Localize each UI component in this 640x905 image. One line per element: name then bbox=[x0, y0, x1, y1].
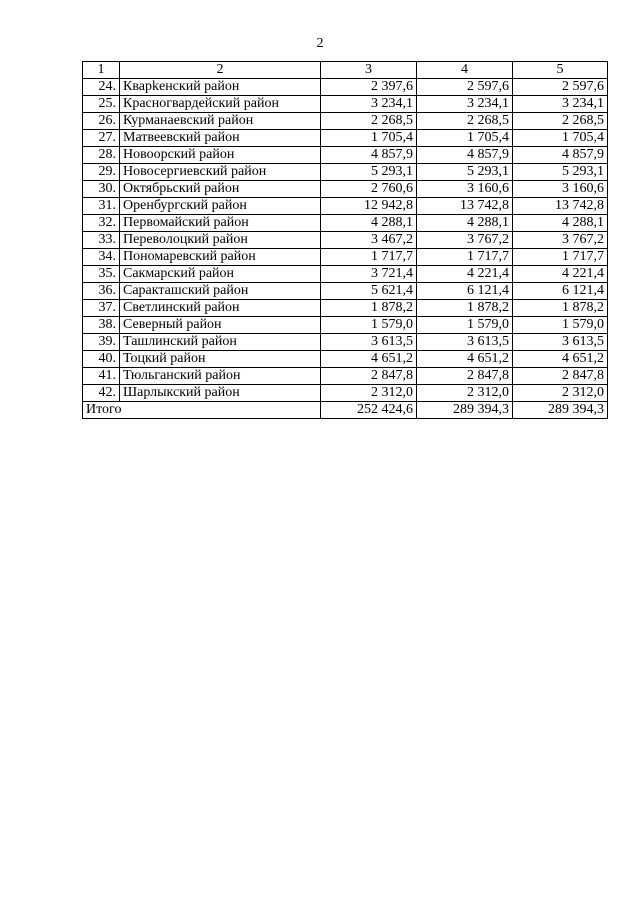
value-col5: 3 234,1 bbox=[513, 96, 608, 113]
row-number: 35. bbox=[83, 266, 120, 283]
value-col4: 4 651,2 bbox=[417, 351, 513, 368]
district-name: Кварkенский район bbox=[120, 79, 321, 96]
value-col4: 1 705,4 bbox=[417, 130, 513, 147]
total-value-col4: 289 394,3 bbox=[417, 402, 513, 419]
value-col5: 1 579,0 bbox=[513, 317, 608, 334]
value-col3: 1 717,7 bbox=[321, 249, 417, 266]
row-number: 37. bbox=[83, 300, 120, 317]
table-row bbox=[83, 368, 608, 385]
table-row bbox=[83, 232, 608, 249]
table-row bbox=[83, 334, 608, 351]
value-col3: 3 721,4 bbox=[321, 266, 417, 283]
value-col3: 2 312,0 bbox=[321, 385, 417, 402]
page-number: 2 bbox=[316, 36, 324, 51]
table-row bbox=[83, 198, 608, 215]
value-col5: 5 293,1 bbox=[513, 164, 608, 181]
district-name: Ташлинский район bbox=[120, 334, 321, 351]
district-name: Новоорский район bbox=[120, 147, 321, 164]
table-row bbox=[83, 385, 608, 402]
value-col4: 1 717,7 bbox=[417, 249, 513, 266]
total-value-col5: 289 394,3 bbox=[513, 402, 608, 419]
district-name: Северный район bbox=[120, 317, 321, 334]
row-number: 32. bbox=[83, 215, 120, 232]
district-name: Октябрьский район bbox=[120, 181, 321, 198]
value-col5: 2 597,6 bbox=[513, 79, 608, 96]
value-col5: 2 847,8 bbox=[513, 368, 608, 385]
value-col3: 4 288,1 bbox=[321, 215, 417, 232]
table-row bbox=[83, 164, 608, 181]
total-label: Итого bbox=[83, 402, 321, 419]
row-number: 27. bbox=[83, 130, 120, 147]
table-row bbox=[83, 317, 608, 334]
value-col3: 3 234,1 bbox=[321, 96, 417, 113]
table-row bbox=[83, 113, 608, 130]
row-number: 42. bbox=[83, 385, 120, 402]
district-name: Светлинский район bbox=[120, 300, 321, 317]
value-col4: 13 742,8 bbox=[417, 198, 513, 215]
value-col5: 1 878,2 bbox=[513, 300, 608, 317]
value-col4: 5 293,1 bbox=[417, 164, 513, 181]
row-number: 28. bbox=[83, 147, 120, 164]
row-number: 30. bbox=[83, 181, 120, 198]
table-row bbox=[83, 96, 608, 113]
value-col5: 4 651,2 bbox=[513, 351, 608, 368]
district-name: Новосергиевский район bbox=[120, 164, 321, 181]
value-col5: 3 613,5 bbox=[513, 334, 608, 351]
value-col3: 2 760,6 bbox=[321, 181, 417, 198]
value-col5: 2 268,5 bbox=[513, 113, 608, 130]
column-header-2: 2 bbox=[120, 62, 321, 79]
district-name: Переволоцкий район bbox=[120, 232, 321, 249]
row-number: 39. bbox=[83, 334, 120, 351]
value-col4: 2 268,5 bbox=[417, 113, 513, 130]
value-col5: 13 742,8 bbox=[513, 198, 608, 215]
value-col3: 12 942,8 bbox=[321, 198, 417, 215]
table-row bbox=[83, 283, 608, 300]
value-col3: 5 621,4 bbox=[321, 283, 417, 300]
column-header-4: 4 bbox=[417, 62, 513, 79]
table-row bbox=[83, 266, 608, 283]
value-col3: 2 268,5 bbox=[321, 113, 417, 130]
value-col5: 4 857,9 bbox=[513, 147, 608, 164]
table-row bbox=[83, 181, 608, 198]
district-name: Первомайский район bbox=[120, 215, 321, 232]
value-col3: 4 857,9 bbox=[321, 147, 417, 164]
value-col4: 3 767,2 bbox=[417, 232, 513, 249]
districts-table bbox=[82, 61, 608, 419]
value-col3: 3 467,2 bbox=[321, 232, 417, 249]
district-name: Сакмарский район bbox=[120, 266, 321, 283]
value-col3: 4 651,2 bbox=[321, 351, 417, 368]
table-body bbox=[83, 79, 608, 402]
value-col4: 4 857,9 bbox=[417, 147, 513, 164]
value-col5: 4 288,1 bbox=[513, 215, 608, 232]
district-name: Тоцкий район bbox=[120, 351, 321, 368]
row-number: 33. bbox=[83, 232, 120, 249]
value-col3: 5 293,1 bbox=[321, 164, 417, 181]
table-row bbox=[83, 130, 608, 147]
value-col3: 2 397,6 bbox=[321, 79, 417, 96]
row-number: 38. bbox=[83, 317, 120, 334]
value-col4: 1 579,0 bbox=[417, 317, 513, 334]
value-col5: 1 705,4 bbox=[513, 130, 608, 147]
district-name: Оренбургский район bbox=[120, 198, 321, 215]
table-row bbox=[83, 249, 608, 266]
table-footer bbox=[83, 402, 608, 419]
district-name: Красногвардейский район bbox=[120, 96, 321, 113]
value-col3: 1 878,2 bbox=[321, 300, 417, 317]
district-name: Курманаевский район bbox=[120, 113, 321, 130]
value-col5: 2 312,0 bbox=[513, 385, 608, 402]
district-name: Пономаревский район bbox=[120, 249, 321, 266]
row-number: 31. bbox=[83, 198, 120, 215]
value-col4: 3 613,5 bbox=[417, 334, 513, 351]
table-header bbox=[83, 62, 608, 79]
district-name: Шарлыкский район bbox=[120, 385, 321, 402]
table-row bbox=[83, 79, 608, 96]
value-col3: 1 579,0 bbox=[321, 317, 417, 334]
district-name: Тюльганский район bbox=[120, 368, 321, 385]
value-col4: 4 288,1 bbox=[417, 215, 513, 232]
table-row bbox=[83, 147, 608, 164]
column-header-1: 1 bbox=[83, 62, 120, 79]
total-value-col3: 252 424,6 bbox=[321, 402, 417, 419]
table-row bbox=[83, 351, 608, 368]
district-name: Матвеевский район bbox=[120, 130, 321, 147]
value-col4: 2 597,6 bbox=[417, 79, 513, 96]
table-row bbox=[83, 300, 608, 317]
value-col5: 1 717,7 bbox=[513, 249, 608, 266]
value-col4: 2 847,8 bbox=[417, 368, 513, 385]
value-col4: 3 234,1 bbox=[417, 96, 513, 113]
row-number: 29. bbox=[83, 164, 120, 181]
header-row bbox=[83, 62, 608, 79]
value-col4: 2 312,0 bbox=[417, 385, 513, 402]
value-col5: 6 121,4 bbox=[513, 283, 608, 300]
value-col5: 4 221,4 bbox=[513, 266, 608, 283]
row-number: 26. bbox=[83, 113, 120, 130]
row-number: 24. bbox=[83, 79, 120, 96]
district-name: Саракташский район bbox=[120, 283, 321, 300]
value-col3: 3 613,5 bbox=[321, 334, 417, 351]
value-col4: 1 878,2 bbox=[417, 300, 513, 317]
row-number: 41. bbox=[83, 368, 120, 385]
column-header-3: 3 bbox=[321, 62, 417, 79]
value-col5: 3 160,6 bbox=[513, 181, 608, 198]
value-col5: 3 767,2 bbox=[513, 232, 608, 249]
row-number: 40. bbox=[83, 351, 120, 368]
value-col3: 2 847,8 bbox=[321, 368, 417, 385]
table-row bbox=[83, 215, 608, 232]
value-col4: 4 221,4 bbox=[417, 266, 513, 283]
total-row bbox=[83, 402, 608, 419]
value-col4: 3 160,6 bbox=[417, 181, 513, 198]
value-col4: 6 121,4 bbox=[417, 283, 513, 300]
column-header-5: 5 bbox=[513, 62, 608, 79]
row-number: 34. bbox=[83, 249, 120, 266]
row-number: 25. bbox=[83, 96, 120, 113]
value-col3: 1 705,4 bbox=[321, 130, 417, 147]
row-number: 36. bbox=[83, 283, 120, 300]
